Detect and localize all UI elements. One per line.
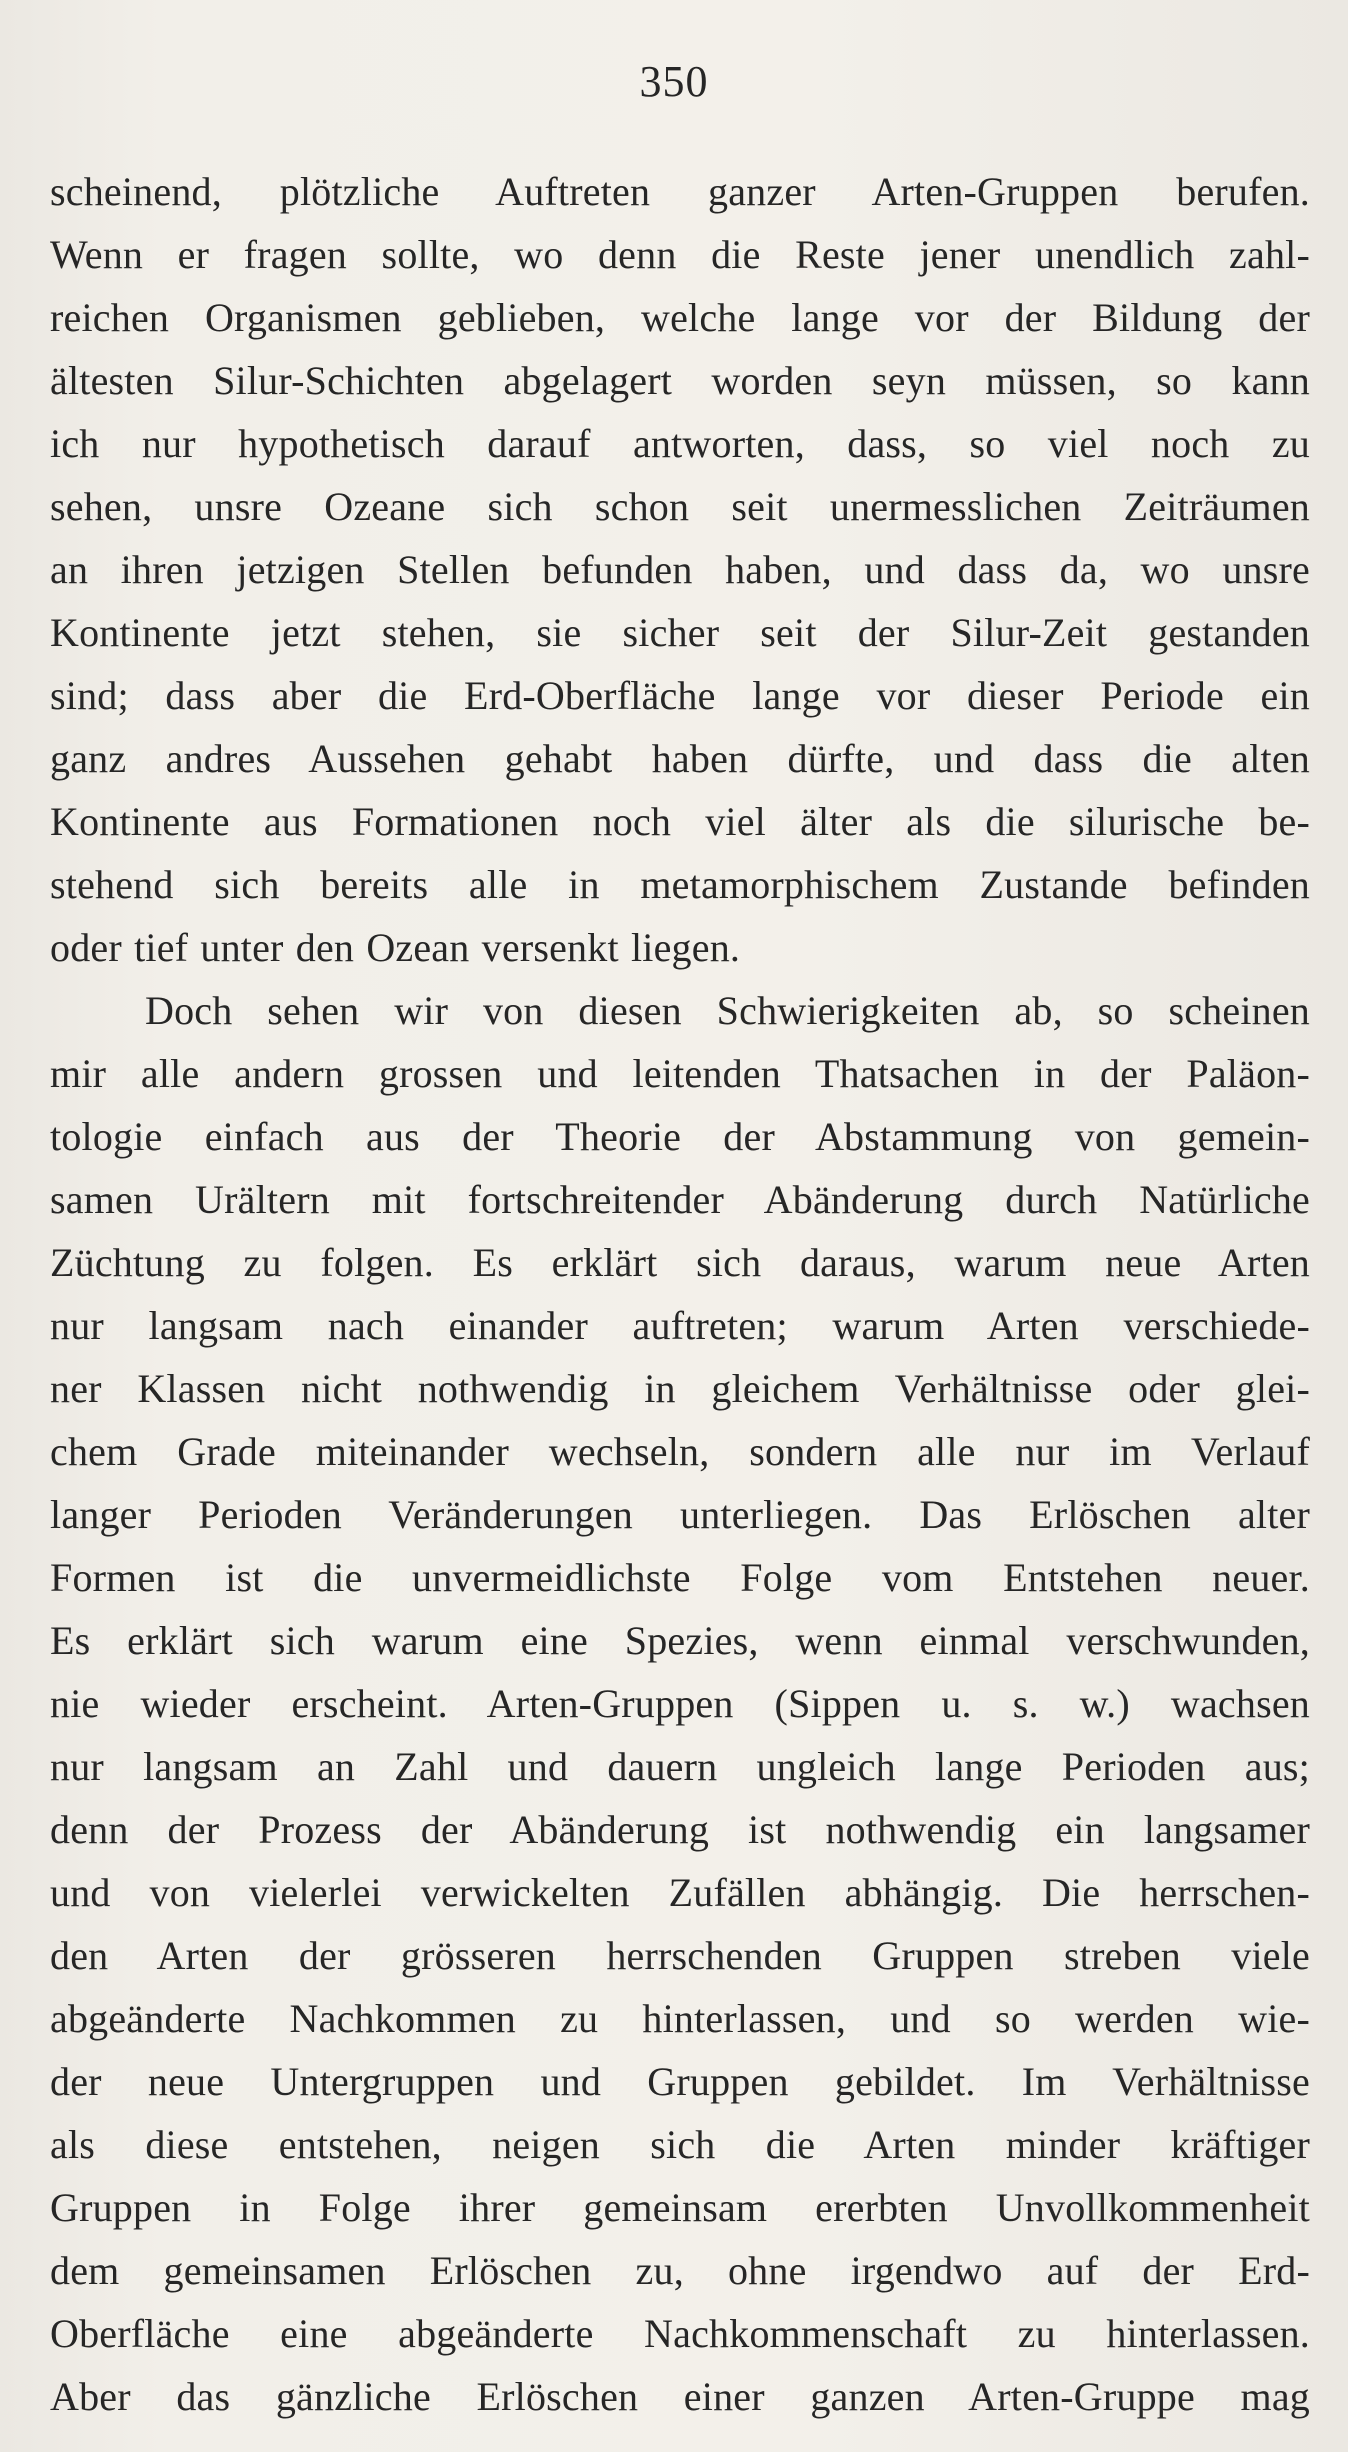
text-line: und von vielerlei verwickelten Zufällen abhängig. Die herrschen-: [50, 1870, 1310, 1915]
text-line: Oberfläche eine abgeänderte Nachkommenschaft zu hinterlassen.: [50, 2311, 1310, 2356]
text-line: als diese entstehen, neigen sich die Arten minder kräftiger: [50, 2122, 1310, 2167]
paragraph-start-line: Doch sehen wir von diesen Schwierigkeiten ab, so scheinen: [145, 988, 1310, 1033]
text-line: der neue Untergruppen und Gruppen gebildet. Im Verhältnisse: [50, 2059, 1310, 2104]
text-line: denn der Prozess der Abänderung ist nothwendig ein langsamer: [50, 1807, 1310, 1852]
text-line: tologie einfach aus der Theorie der Abstammung von gemein-: [50, 1114, 1310, 1159]
text-line: den Arten der grösseren herrschenden Gruppen streben viele: [50, 1933, 1310, 1978]
text-line: samen Urältern mit fortschreitender Abänderung durch Natürliche: [50, 1177, 1310, 1222]
text-line: mir alle andern grossen und leitenden Thatsachen in der Paläon-: [50, 1051, 1310, 1096]
text-line: ganz andres Aussehen gehabt haben dürfte, und dass die alten: [50, 736, 1310, 781]
text-line: abgeänderte Nachkommen zu hinterlassen, und so werden wie-: [50, 1996, 1310, 2041]
text-line: Es erklärt sich warum eine Spezies, wenn einmal verschwunden,: [50, 1618, 1310, 1663]
text-line: nie wieder erscheint. Arten-Gruppen (Sippen u. s. w.) wachsen: [50, 1681, 1310, 1726]
text-line: Züchtung zu folgen. Es erklärt sich daraus, warum neue Arten: [50, 1240, 1310, 1285]
text-line: sehen, unsre Ozeane sich schon seit unermesslichen Zeiträumen: [50, 484, 1310, 529]
paragraph-end-line: oder tief unter den Ozean versenkt liegen.: [50, 925, 741, 970]
text-line: nur langsam nach einander auftreten; warum Arten verschiede-: [50, 1303, 1310, 1348]
text-line: ich nur hypothetisch darauf antworten, dass, so viel noch zu: [50, 421, 1310, 466]
body-text: [50, 160, 1310, 2428]
text-line: Gruppen in Folge ihrer gemeinsam ererbten Unvollkommenheit: [50, 2185, 1310, 2230]
text-line: Kontinente aus Formationen noch viel älter als die silurische be-: [50, 799, 1310, 844]
text-line: chem Grade miteinander wechseln, sondern alle nur im Verlauf: [50, 1429, 1310, 1474]
text-line: dem gemeinsamen Erlöschen zu, ohne irgendwo auf der Erd-: [50, 2248, 1310, 2293]
text-line: sind; dass aber die Erd-Oberfläche lange vor dieser Periode ein: [50, 673, 1310, 718]
page-number: 350: [639, 57, 709, 106]
text-line: Wenn er fragen sollte, wo denn die Reste jener unendlich zahl-: [50, 232, 1310, 277]
text-line: reichen Organismen geblieben, welche lange vor der Bildung der: [50, 295, 1310, 340]
text-line: scheinend, plötzliche Auftreten ganzer Arten-Gruppen berufen.: [50, 169, 1310, 214]
text-line: ältesten Silur-Schichten abgelagert worden seyn müssen, so kann: [50, 358, 1310, 403]
text-line: stehend sich bereits alle in metamorphischem Zustande befinden: [50, 862, 1310, 907]
text-line: Formen ist die unvermeidlichste Folge vom Entstehen neuer.: [50, 1555, 1310, 1600]
text-line: Aber das gänzliche Erlöschen einer ganzen Arten-Gruppe mag: [50, 2374, 1310, 2419]
text-line: an ihren jetzigen Stellen befunden haben, und dass da, wo unsre: [50, 547, 1310, 592]
text-line: Kontinente jetzt stehen, sie sicher seit der Silur-Zeit gestanden: [50, 610, 1310, 655]
text-line: ner Klassen nicht nothwendig in gleichem Verhältnisse oder glei-: [50, 1366, 1310, 1411]
text-line: langer Perioden Veränderungen unterliegen. Das Erlöschen alter: [50, 1492, 1310, 1537]
text-line: nur langsam an Zahl und dauern ungleich lange Perioden aus;: [50, 1744, 1310, 1789]
